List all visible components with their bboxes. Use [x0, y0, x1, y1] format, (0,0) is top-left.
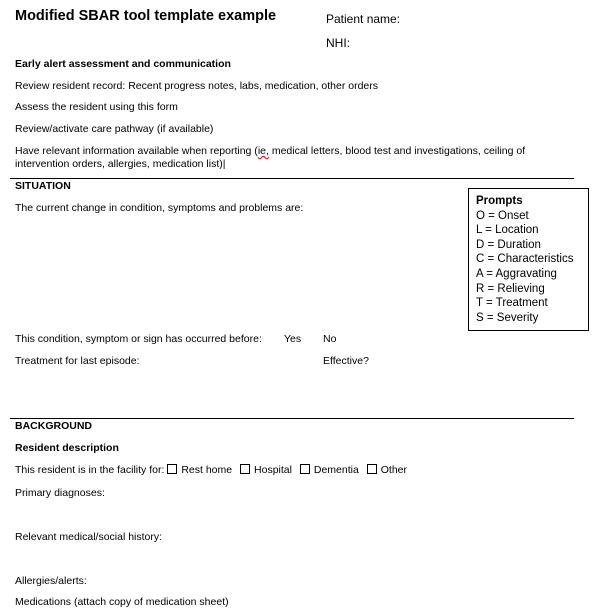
- dementia-option[interactable]: [300, 464, 359, 476]
- allergies-label: Allergies/alerts:: [15, 575, 87, 587]
- early-alert-line-4: [15, 145, 525, 157]
- background-divider: [10, 418, 574, 419]
- prompt-characteristics: C = Characteristics: [476, 253, 574, 266]
- rest-home-option[interactable]: [167, 464, 232, 476]
- occurred-before-label: This condition, symptom or sign has occurred before:: [15, 333, 262, 345]
- checkbox-icon[interactable]: [300, 464, 310, 474]
- resident-description-heading: Resident description: [15, 442, 119, 454]
- history-label: Relevant medical/social history:: [15, 531, 163, 543]
- early-alert-line-2: Assess the resident using this form: [15, 101, 178, 113]
- background-heading: BACKGROUND: [15, 420, 92, 432]
- prompt-treatment: T = Treatment: [476, 297, 548, 310]
- treatment-label: Treatment for last episode:: [15, 355, 140, 367]
- document-title: Modified SBAR tool template example: [15, 8, 277, 24]
- situation-divider: [10, 178, 574, 179]
- line-4-text-b: medical letters, blood test and investigations, ceiling of: [268, 145, 526, 157]
- line-4-text-a: Have relevant information available when reporting (: [15, 145, 258, 157]
- nhi-label: NHI:: [326, 36, 350, 50]
- patient-name-label: Patient name:: [326, 12, 401, 26]
- dementia-label: Dementia: [313, 464, 359, 476]
- situation-heading: SITUATION: [15, 180, 71, 192]
- checkbox-icon[interactable]: [240, 464, 250, 474]
- checkbox-icon[interactable]: [167, 464, 177, 474]
- prompts-box: [468, 188, 589, 331]
- primary-diagnoses-label: Primary diagnoses:: [15, 487, 105, 499]
- prompt-severity: S = Severity: [476, 311, 539, 324]
- prompt-onset: O = Onset: [476, 209, 529, 222]
- hospital-label: Hospital: [254, 464, 292, 476]
- facility-row: [15, 464, 412, 476]
- prompt-aggravating: A = Aggravating: [476, 267, 557, 280]
- early-alert-heading: Early alert assessment and communication: [15, 58, 231, 70]
- prompt-duration: D = Duration: [476, 238, 541, 251]
- early-alert-line-3: Review/activate care pathway (if available): [15, 123, 214, 135]
- hospital-option[interactable]: [240, 464, 292, 476]
- facility-label: This resident is in the facility for:: [15, 464, 165, 476]
- current-change-label: The current change in condition, symptoms and problems are:: [15, 202, 304, 214]
- ie-spellcheck-word: ie,: [257, 145, 269, 157]
- other-option[interactable]: [367, 464, 407, 476]
- early-alert-line-1: Review resident record: Recent progress notes, labs, medication, other orders: [15, 80, 379, 92]
- medications-label: Medications (attach copy of medication sheet): [15, 596, 229, 608]
- rest-home-label: Rest home: [181, 464, 233, 476]
- other-label: Other: [380, 464, 408, 476]
- early-alert-line-4b: intervention orders, allergies, medication list)|: [15, 158, 226, 170]
- effective-label: Effective?: [323, 355, 369, 367]
- no-option[interactable]: No: [323, 333, 337, 345]
- checkbox-icon[interactable]: [367, 464, 377, 474]
- prompts-heading: Prompts: [476, 195, 523, 207]
- prompt-relieving: R = Relieving: [476, 282, 545, 295]
- yes-option[interactable]: Yes: [284, 333, 302, 345]
- prompt-location: L = Location: [476, 224, 539, 237]
